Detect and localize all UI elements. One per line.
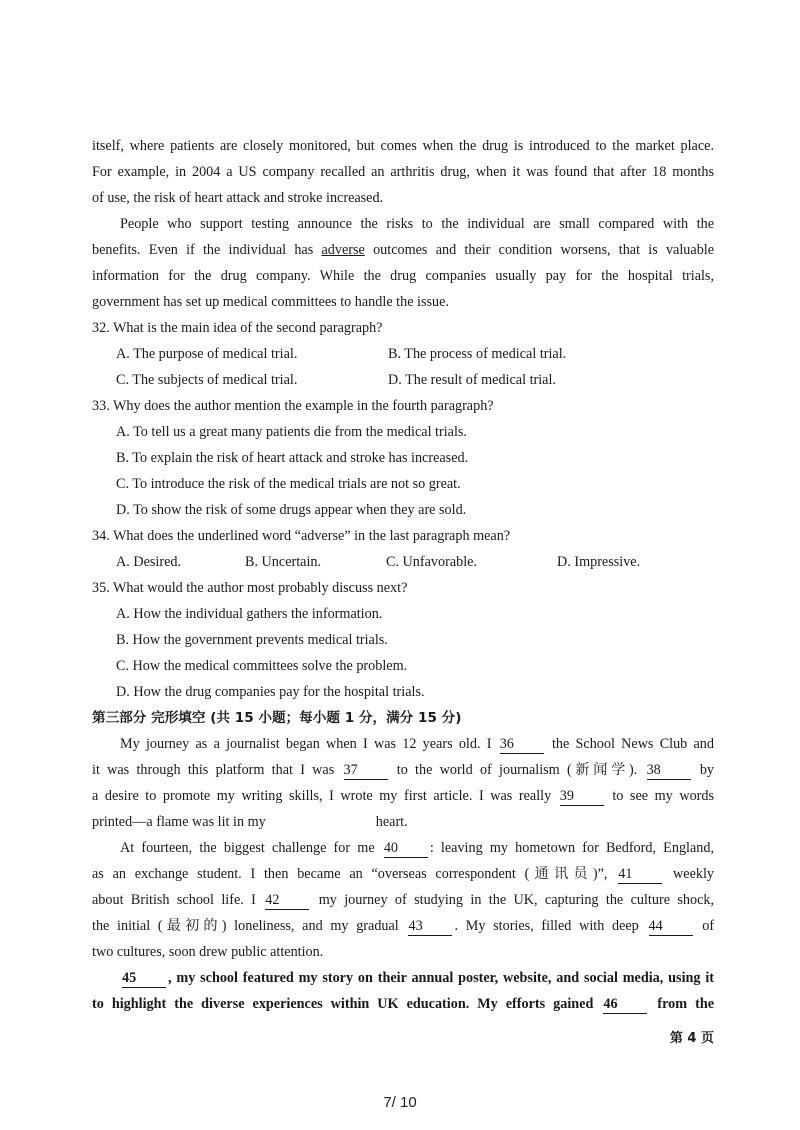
cloze-text: , my school featured my story on their annual poster, website, and social media, using it — [168, 970, 714, 986]
cloze-line — [92, 965, 714, 991]
question-stem-35: 35. What would the author most probably discuss next? — [92, 580, 408, 596]
cloze-text: the initial (最初的) loneliness, and my gradual — [92, 918, 399, 934]
question-options-row — [92, 367, 714, 393]
cloze-text: to see my words — [612, 788, 714, 804]
cloze-text: it was through this platform that I was — [92, 762, 335, 778]
cloze-line — [92, 835, 714, 861]
passage-text: outcomes and their condition worsens, that is valuable — [373, 242, 715, 258]
blank-43: 43 — [408, 917, 452, 936]
option-34-d: D. Impressive. — [557, 554, 641, 570]
option-33-d: D. To show the risk of some drugs appear when they are sold. — [116, 502, 467, 518]
blank-38: 38 — [647, 761, 691, 780]
option-35-c: C. How the medical committees solve the problem. — [116, 658, 408, 674]
blank-37: 37 — [344, 761, 388, 780]
blank-41: 41 — [618, 865, 662, 884]
cloze-text: to the world of journalism (新闻学). — [396, 762, 638, 778]
cloze-line — [92, 783, 714, 809]
page-content — [92, 133, 714, 1017]
cloze-text: the School News Club and — [551, 736, 714, 752]
passage-line: itself, where patients are closely monitored, but comes when the drug is introduced to the market place. — [92, 138, 714, 154]
cloze-text: from the — [657, 996, 715, 1012]
cloze-line — [92, 913, 714, 939]
blank-36: 36 — [500, 735, 544, 754]
underlined-word-adverse: adverse — [321, 242, 365, 258]
cloze-text: by — [699, 762, 715, 778]
option-32-d: D. The result of medical trial. — [388, 372, 556, 388]
cloze-text: My journey as a journalist began when I was 12 years old. I — [120, 736, 492, 752]
option-33-c: C. To introduce the risk of the medical trials are not so great. — [116, 476, 461, 492]
option-33-a: A. To tell us a great many patients die from the medical trials. — [116, 424, 467, 440]
cloze-text: as an exchange student. I then became an “overseas correspondent (通讯员)”, — [92, 866, 608, 882]
blank-46: 46 — [603, 995, 647, 1014]
blank-39: 39 — [560, 787, 604, 806]
cloze-line — [92, 991, 714, 1017]
cloze-line — [92, 809, 714, 835]
cloze-text: a desire to promote my writing skills, I wrote my first article. I was really — [92, 788, 552, 804]
passage-line: People who support testing announce the risks to the individual are small compared with the — [120, 216, 714, 232]
passage-line: government has set up medical committees to handle the issue. — [92, 294, 449, 310]
page-number-label: 第 4 页 — [669, 1031, 714, 1046]
cloze-text: : leaving my hometown for Bedford, England, — [429, 840, 715, 856]
blank-44: 44 — [649, 917, 693, 936]
blank-42: 42 — [265, 891, 309, 910]
option-32-c: C. The subjects of medical trial. — [116, 372, 298, 388]
passage-line: For example, in 2004 a US company recalled an arthritis drug, when it was found that after 18 months — [92, 164, 714, 180]
cloze-text: about British school life. I — [92, 892, 256, 908]
question-options-row — [92, 549, 714, 575]
cloze-line — [92, 757, 714, 783]
option-34-c: C. Unfavorable. — [386, 554, 478, 570]
question-stem-32: 32. What is the main idea of the second paragraph? — [92, 320, 383, 336]
question-options-row — [92, 341, 714, 367]
cloze-text: heart. — [375, 814, 408, 830]
question-stem-33: 33. Why does the author mention the example in the fourth paragraph? — [92, 398, 494, 414]
option-32-b: B. The process of medical trial. — [388, 346, 567, 362]
cloze-text: of — [702, 918, 715, 934]
option-35-b: B. How the government prevents medical trials. — [116, 632, 388, 648]
page-counter: 7/ 10 — [383, 1094, 417, 1111]
option-34-b: B. Uncertain. — [245, 554, 322, 570]
cloze-text: printed—a flame was lit in my — [92, 814, 266, 830]
option-32-a: A. The purpose of medical trial. — [116, 346, 298, 362]
passage-text: benefits. Even if the individual has — [92, 242, 314, 258]
cloze-text: my journey of studying in the UK, capturing the culture shock, — [318, 892, 715, 908]
blank-40: 40 — [384, 839, 428, 858]
option-35-a: A. How the individual gathers the information. — [116, 606, 383, 622]
cloze-line — [92, 861, 714, 887]
passage-line: of use, the risk of heart attack and stroke increased. — [92, 190, 384, 206]
passage-line: information for the drug company. While the drug companies usually pay for the hospital trials, — [92, 268, 714, 284]
question-stem-34: 34. What does the underlined word “adverse” in the last paragraph mean? — [92, 528, 511, 544]
passage-line — [92, 237, 714, 263]
option-34-a: A. Desired. — [116, 554, 182, 570]
option-33-b: B. To explain the risk of heart attack and stroke has increased. — [116, 450, 469, 466]
section-heading: 第三部分 完形填空 (共 15 小题；每小题 1 分，满分 15 分) — [92, 710, 462, 726]
cloze-text: At fourteen, the biggest challenge for me — [120, 840, 375, 856]
cloze-line — [92, 887, 714, 913]
cloze-line: two cultures, soon drew public attention. — [92, 944, 324, 960]
cloze-text: to highlight the diverse experiences within UK education. My efforts gained — [92, 996, 594, 1012]
cloze-text: . My stories, filled with deep — [454, 918, 639, 934]
option-35-d: D. How the drug companies pay for the hospital trials. — [116, 684, 425, 700]
cloze-text: weekly — [673, 866, 715, 882]
cloze-line — [92, 731, 714, 757]
blank-45: 45 — [122, 969, 166, 988]
